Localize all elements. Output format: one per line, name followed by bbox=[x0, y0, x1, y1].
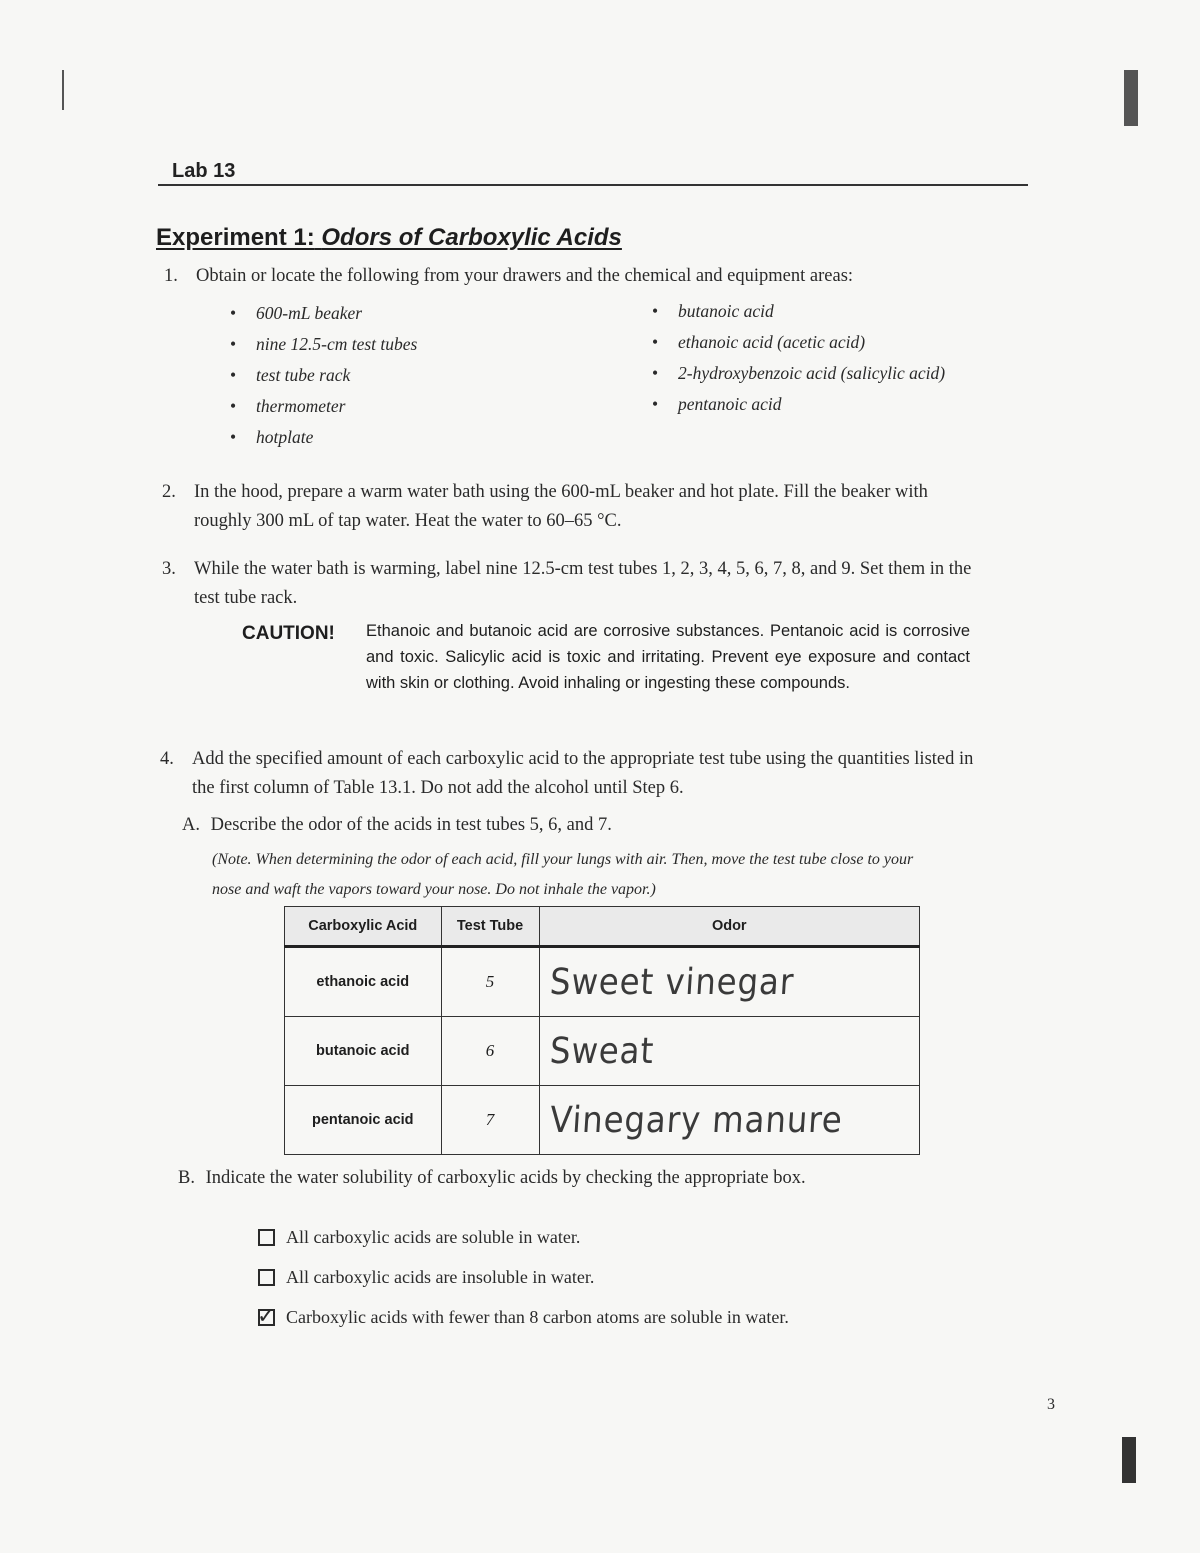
part-text: Describe the odor of the acids in test tubes 5, 6, and 7. bbox=[210, 815, 612, 835]
note-line-1: (Note. When determining the odor of each acid, fill your lungs with air. Then, move the test tube close to your bbox=[212, 851, 914, 868]
checkbox[interactable] bbox=[258, 1229, 275, 1246]
scan-edge bbox=[1122, 1437, 1136, 1483]
odor-answer-cell[interactable] bbox=[539, 1017, 919, 1086]
scan-edge bbox=[1124, 70, 1138, 126]
tube-cell: 7 bbox=[441, 1086, 539, 1155]
step-number: 1. bbox=[164, 266, 178, 286]
checkbox-option[interactable] bbox=[258, 1222, 789, 1262]
option-label: Carboxylic acids with fewer than 8 carbon atoms are soluble in water. bbox=[286, 1307, 789, 1327]
step-text-line-2: roughly 300 mL of tap water. Heat the water to 60–65 °C. bbox=[194, 511, 622, 531]
list-item: • butanoic acid bbox=[652, 296, 945, 327]
step-text-line-2: the first column of Table 13.1. Do not add the alcohol until Step 6. bbox=[192, 778, 684, 798]
step-text: Obtain or locate the following from your drawers and the chemical and equipment areas: bbox=[196, 266, 854, 286]
checkmark-icon: ✓ bbox=[257, 1303, 276, 1328]
part-label: A. bbox=[182, 815, 200, 835]
step-1 bbox=[164, 262, 1064, 292]
odor-answer-cell[interactable] bbox=[539, 1086, 919, 1155]
step-2 bbox=[162, 478, 1062, 538]
column-header: Odor bbox=[539, 907, 919, 947]
table-row bbox=[285, 947, 920, 1017]
table-header-row bbox=[285, 907, 920, 947]
option-label: All carboxylic acids are soluble in water. bbox=[286, 1227, 581, 1247]
experiment-title bbox=[156, 224, 622, 252]
scan-edge bbox=[62, 70, 64, 110]
list-item: • nine 12.5-cm test tubes bbox=[230, 329, 417, 360]
list-item: • 2-hydroxybenzoic acid (salicylic acid) bbox=[652, 358, 945, 389]
checkbox-checked[interactable] bbox=[257, 1303, 276, 1328]
odor-table bbox=[284, 906, 920, 1155]
handwritten-answer: Sweat bbox=[548, 1030, 655, 1072]
header-rule bbox=[158, 184, 1028, 186]
column-header: Test Tube bbox=[441, 907, 539, 947]
handwritten-answer: Vinegary manure bbox=[548, 1099, 844, 1141]
acid-cell: butanoic acid bbox=[285, 1017, 442, 1086]
experiment-name: Odors of Carboxylic Acids bbox=[321, 224, 622, 251]
list-item: • pentanoic acid bbox=[652, 389, 945, 420]
materials-list-right bbox=[652, 296, 945, 420]
materials-list-left bbox=[230, 298, 417, 453]
checkbox-option[interactable] bbox=[258, 1262, 789, 1302]
note-line-2: nose and waft the vapors toward your nose. Do not inhale the vapor.) bbox=[212, 881, 656, 898]
tube-cell: 6 bbox=[441, 1017, 539, 1086]
note bbox=[212, 845, 1032, 905]
caution-text: Ethanoic and butanoic acid are corrosive substances. Pentanoic acid is corrosive and toxic. Salicylic acid is toxic and irritating. Prevent eye exposure and contact with skin or clothing. Avoid inhaling or ingesting these compounds. bbox=[366, 622, 970, 692]
solubility-options bbox=[258, 1222, 789, 1342]
column-header: Carboxylic Acid bbox=[285, 907, 442, 947]
table-row bbox=[285, 1086, 920, 1155]
step-3 bbox=[162, 555, 1062, 615]
experiment-prefix: Experiment 1: bbox=[156, 224, 315, 251]
part-b-heading bbox=[178, 1168, 806, 1189]
handwritten-answer: Sweet vinegar bbox=[548, 961, 795, 1003]
list-item: • 600-mL beaker bbox=[230, 298, 417, 329]
checkbox-option[interactable] bbox=[258, 1302, 789, 1342]
page-number: 3 bbox=[1047, 1396, 1055, 1413]
lab-header: Lab 13 bbox=[172, 160, 236, 182]
step-text-line-2: test tube rack. bbox=[194, 588, 298, 608]
table-row bbox=[285, 1017, 920, 1086]
part-text: Indicate the water solubility of carboxylic acids by checking the appropriate box. bbox=[205, 1168, 806, 1188]
part-a-heading bbox=[182, 815, 612, 836]
checkbox[interactable] bbox=[258, 1269, 275, 1286]
option-label: All carboxylic acids are insoluble in water. bbox=[286, 1267, 595, 1287]
step-text-line-1: Add the specified amount of each carboxylic acid to the appropriate test tube using the quantities listed in bbox=[192, 749, 974, 769]
list-item: • thermometer bbox=[230, 391, 417, 422]
acid-cell: ethanoic acid bbox=[285, 947, 442, 1017]
list-item: • ethanoic acid (acetic acid) bbox=[652, 327, 945, 358]
step-number: 3. bbox=[162, 559, 176, 579]
acid-cell: pentanoic acid bbox=[285, 1086, 442, 1155]
list-item: • hotplate bbox=[230, 422, 417, 453]
step-text-line-1: While the water bath is warming, label nine 12.5-cm test tubes 1, 2, 3, 4, 5, 6, 7, 8, and 9. Set them in the bbox=[194, 559, 972, 579]
odor-answer-cell[interactable] bbox=[539, 947, 919, 1017]
step-4 bbox=[160, 745, 1060, 805]
step-number: 4. bbox=[160, 749, 174, 769]
part-label: B. bbox=[178, 1168, 195, 1188]
list-item: • test tube rack bbox=[230, 360, 417, 391]
caution-label: CAUTION! bbox=[242, 623, 335, 644]
step-text-line-1: In the hood, prepare a warm water bath using the 600-mL beaker and hot plate. Fill the beaker with bbox=[194, 482, 928, 502]
step-number: 2. bbox=[162, 482, 176, 502]
tube-cell: 5 bbox=[441, 947, 539, 1017]
